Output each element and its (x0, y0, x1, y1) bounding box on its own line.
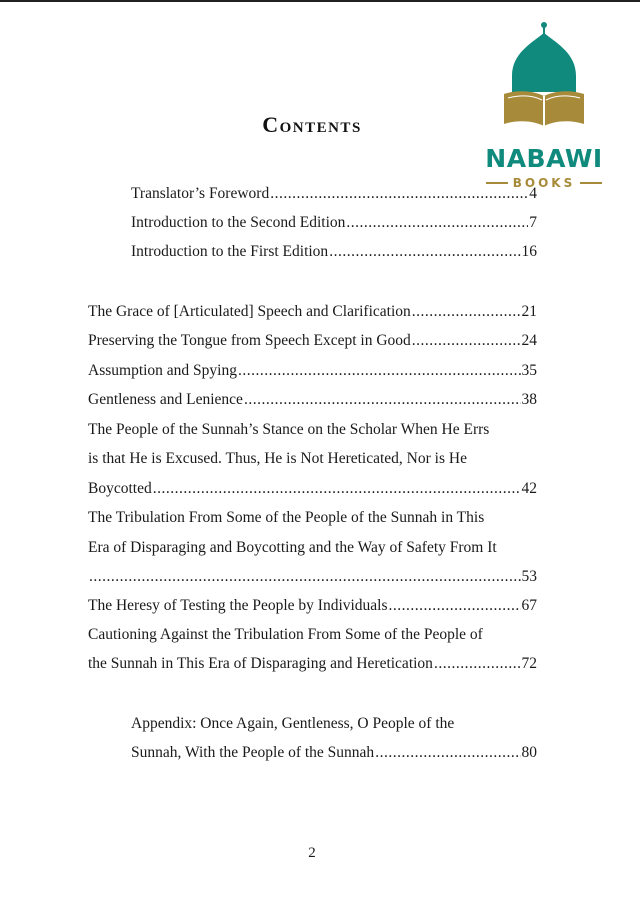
toc-leader-dots (153, 479, 521, 499)
toc-entry-line: is that He is Excused. Thus, He is Not Hereticated, Nor is He (88, 450, 467, 467)
toc-entry-translators-foreword (131, 184, 537, 204)
toc-leader-dots (244, 390, 521, 410)
toc-entry-first-edition (131, 242, 537, 262)
toc-entry-preserving-tongue (88, 331, 537, 351)
toc-entry-page: 4 (529, 185, 537, 202)
toc-leader-dots (346, 213, 528, 233)
top-border (0, 0, 640, 2)
toc-entry-title: The Heresy of Testing the People by Individuals (88, 597, 388, 614)
toc-leader-dots (434, 654, 521, 674)
toc-entry-page: 42 (521, 480, 537, 497)
toc-entry-tribulation-boycotting (88, 567, 537, 587)
toc-entry-line: Era of Disparaging and Boycotting and the Way of Safety From It (88, 539, 497, 556)
toc-entry-page: 53 (521, 568, 537, 585)
toc-entry-title: Gentleness and Lenience (88, 391, 243, 408)
toc-entry-title: Introduction to the Second Edition (131, 214, 346, 231)
toc-entry-cautioning-tribulation (88, 654, 537, 674)
toc-entry-page: 80 (521, 744, 537, 761)
page-title: Contents (262, 112, 362, 137)
toc-leader-dots (89, 567, 521, 587)
toc-leader-dots (270, 184, 528, 204)
toc-entry-page: 72 (521, 655, 537, 672)
toc-entry-page: 24 (521, 332, 537, 349)
toc-entry-gentleness-lenience (88, 390, 537, 410)
toc-entry-title: The Grace of [Articulated] Speech and Clarification (88, 303, 411, 320)
toc-entry-scholar-stance (88, 479, 537, 499)
toc-leader-dots (412, 331, 521, 351)
toc-entry-page: 21 (521, 303, 537, 320)
logo-name: NABAWI (485, 144, 603, 173)
toc-entry-line: The Tribulation From Some of the People of the Sunnah in This (88, 509, 485, 526)
logo-rule-right (580, 182, 602, 184)
toc-entry-assumption-spying (88, 361, 537, 381)
page-number: 2 (308, 845, 316, 861)
toc-entry-heresy-testing (88, 596, 537, 616)
toc-entry-title: Assumption and Spying (88, 362, 237, 379)
toc-entry-appendix (131, 743, 537, 763)
toc-entry-title: Translator’s Foreword (131, 185, 270, 202)
publisher-logo (478, 20, 610, 190)
toc-entry-page: 7 (529, 214, 537, 231)
toc-leader-dots (238, 361, 521, 381)
toc-entry-line: The People of the Sunnah’s Stance on the Scholar When He Errs (88, 421, 490, 438)
toc-entry-line: Cautioning Against the Tribulation From Some of the People of (88, 626, 483, 643)
toc-entry-title: Boycotted (88, 480, 152, 497)
toc-leader-dots (329, 242, 520, 262)
toc-leader-dots (412, 302, 521, 322)
toc-entry-page: 67 (521, 597, 537, 614)
toc-entry-line: Appendix: Once Again, Gentleness, O People of the (131, 715, 455, 732)
toc-entry-title: Preserving the Tongue from Speech Except in Good (88, 332, 411, 349)
toc-entry-second-edition (131, 213, 537, 233)
toc-entry-title: the Sunnah in This Era of Disparaging and Heretication (88, 655, 433, 672)
toc-entry-title: Introduction to the First Edition (131, 243, 329, 260)
toc-leader-dots (375, 743, 520, 763)
toc-entry-grace-of-speech (88, 302, 537, 322)
logo-sub: BOOKS (512, 176, 576, 190)
toc-entry-title: Sunnah, With the People of the Sunnah (131, 744, 375, 761)
toc-entry-page: 38 (521, 391, 537, 408)
toc-entry-page: 16 (521, 243, 537, 260)
toc-entry-page: 35 (521, 362, 537, 379)
toc-leader-dots (389, 596, 521, 616)
